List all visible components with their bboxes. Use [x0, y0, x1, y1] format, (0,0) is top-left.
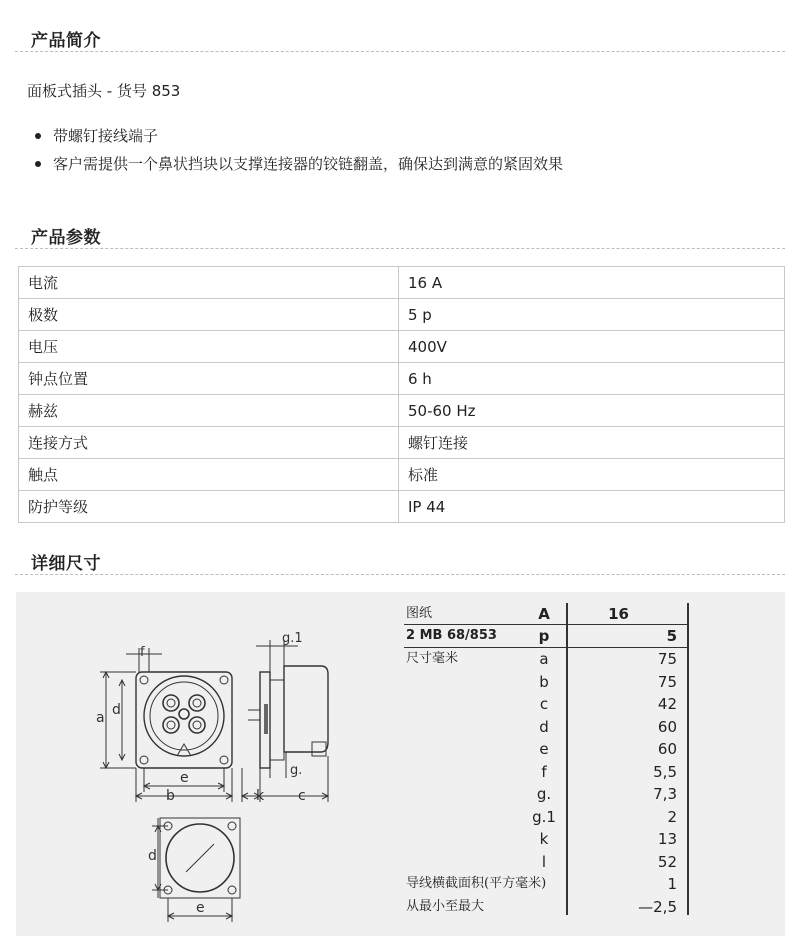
dim-label-c: c [298, 788, 306, 804]
table-row [404, 671, 694, 693]
section-divider [15, 574, 785, 575]
table-row [404, 716, 694, 738]
list-item: 客户需提供一个鼻状挡块以支撑连接器的铰链翻盖，确保达到满意的紧固效果 [33, 150, 563, 178]
table-row [404, 738, 694, 760]
table-row [19, 363, 785, 395]
wire-range-label: 从最小至最大 [406, 898, 485, 914]
section-divider [15, 248, 785, 249]
table-row [404, 873, 694, 895]
section-title-intro: 产品简介 [31, 31, 101, 51]
param-key: 钟点位置 [19, 363, 399, 395]
param-value: 50-60 Hz [399, 395, 785, 427]
dim-key: g.1 [532, 807, 556, 826]
drawing-label: 图纸 [406, 606, 433, 621]
wire-min: 1 [667, 875, 677, 893]
table-row [404, 648, 694, 670]
side-housing [284, 666, 328, 752]
param-key: 电压 [19, 331, 399, 363]
table-row [404, 603, 694, 625]
param-key: 防护等级 [19, 491, 399, 523]
cutout-hole [228, 822, 236, 830]
table-row [404, 896, 694, 918]
table-row [404, 625, 694, 647]
table-row [404, 851, 694, 873]
model-value: 5 [666, 627, 677, 645]
wire-max: —2,5 [638, 897, 677, 916]
dim-key: c [539, 695, 549, 713]
mount-hole [220, 756, 228, 764]
dim-label-g: g. [290, 763, 303, 778]
dim-key: b [539, 672, 549, 691]
contact-pin [179, 709, 189, 719]
dimension-drawing [16, 592, 396, 936]
model-mid: p [538, 627, 550, 645]
product-description: 面板式插头 - 货号 853 [27, 82, 181, 100]
dim-value: 42 [657, 695, 677, 713]
dim-value: 60 [657, 740, 677, 758]
param-value: IP 44 [399, 491, 785, 523]
list-item: 带螺钉接线端子 [33, 122, 563, 150]
table-row [19, 459, 785, 491]
mount-hole [140, 756, 148, 764]
param-value: 16 A [399, 267, 785, 299]
dim-label-g1: g.1 [282, 631, 303, 646]
table-row [404, 806, 694, 828]
section-divider [15, 51, 785, 52]
contact-pin [163, 717, 179, 733]
feature-list [33, 122, 563, 178]
table-row [404, 828, 694, 850]
param-key: 电流 [19, 267, 399, 299]
param-key: 触点 [19, 459, 399, 491]
param-value: 6 h [399, 363, 785, 395]
section-title-dimensions: 详细尺寸 [31, 554, 101, 574]
table-row [404, 761, 694, 783]
side-latch [312, 742, 326, 756]
contact-pin [163, 695, 179, 711]
table-row [404, 693, 694, 715]
dim-key: k [539, 830, 549, 848]
table-row [19, 331, 785, 363]
contact-pin [189, 717, 205, 733]
wire-label: 导线横截面积(平方毫米) [406, 876, 547, 891]
table-row [19, 395, 785, 427]
dim-label-d2: d [148, 848, 157, 864]
params-table [18, 266, 785, 523]
table-row [19, 299, 785, 331]
header-mid: A [538, 605, 550, 623]
dim-value: 13 [657, 830, 677, 848]
dim-key: f [541, 762, 547, 781]
dim-key: g. [536, 785, 552, 803]
dim-label-k: k [256, 788, 265, 804]
dim-label-e2: e [196, 900, 205, 916]
param-key: 连接方式 [19, 427, 399, 459]
contact-pin [189, 695, 205, 711]
contact-pin-core [193, 699, 201, 707]
dim-key: l [541, 852, 547, 871]
dim-key: d [539, 717, 549, 736]
section-title-params: 产品参数 [31, 228, 101, 248]
contact-pin-core [167, 699, 175, 707]
model-number: 2 MB 68/853 [406, 628, 497, 643]
param-key: 赫兹 [19, 395, 399, 427]
param-value: 螺钉连接 [399, 427, 785, 459]
dim-value: 52 [657, 852, 677, 871]
header-value: 16 [608, 605, 629, 623]
dim-value: 75 [657, 650, 677, 668]
param-value: 400V [399, 331, 785, 363]
unit-label: 尺寸毫米 [406, 651, 459, 666]
cutout-hole [228, 886, 236, 894]
dim-value: 2 [667, 807, 677, 826]
dim-label-f: f [140, 645, 145, 660]
dim-value: 75 [657, 672, 677, 691]
dim-label-b: b [166, 788, 175, 804]
dim-value: 60 [657, 717, 677, 736]
contact-pin-core [167, 721, 175, 729]
mount-hole [140, 676, 148, 684]
dim-label-d: d [112, 702, 121, 718]
param-key: 极数 [19, 299, 399, 331]
table-row [404, 783, 694, 805]
param-value: 5 p [399, 299, 785, 331]
table-row [19, 267, 785, 299]
side-body [270, 680, 284, 760]
dim-label-a: a [96, 710, 105, 726]
table-row [19, 491, 785, 523]
mount-hole [220, 676, 228, 684]
dim-value: 5,5 [653, 762, 677, 781]
dim-value: 7,3 [653, 785, 677, 803]
param-value: 标准 [399, 459, 785, 491]
dim-label-e: e [180, 770, 189, 786]
socket-inner [150, 682, 218, 750]
contact-pin-core [193, 721, 201, 729]
dim-key: a [539, 650, 549, 668]
dim-key: e [539, 740, 549, 758]
table-row [19, 427, 785, 459]
